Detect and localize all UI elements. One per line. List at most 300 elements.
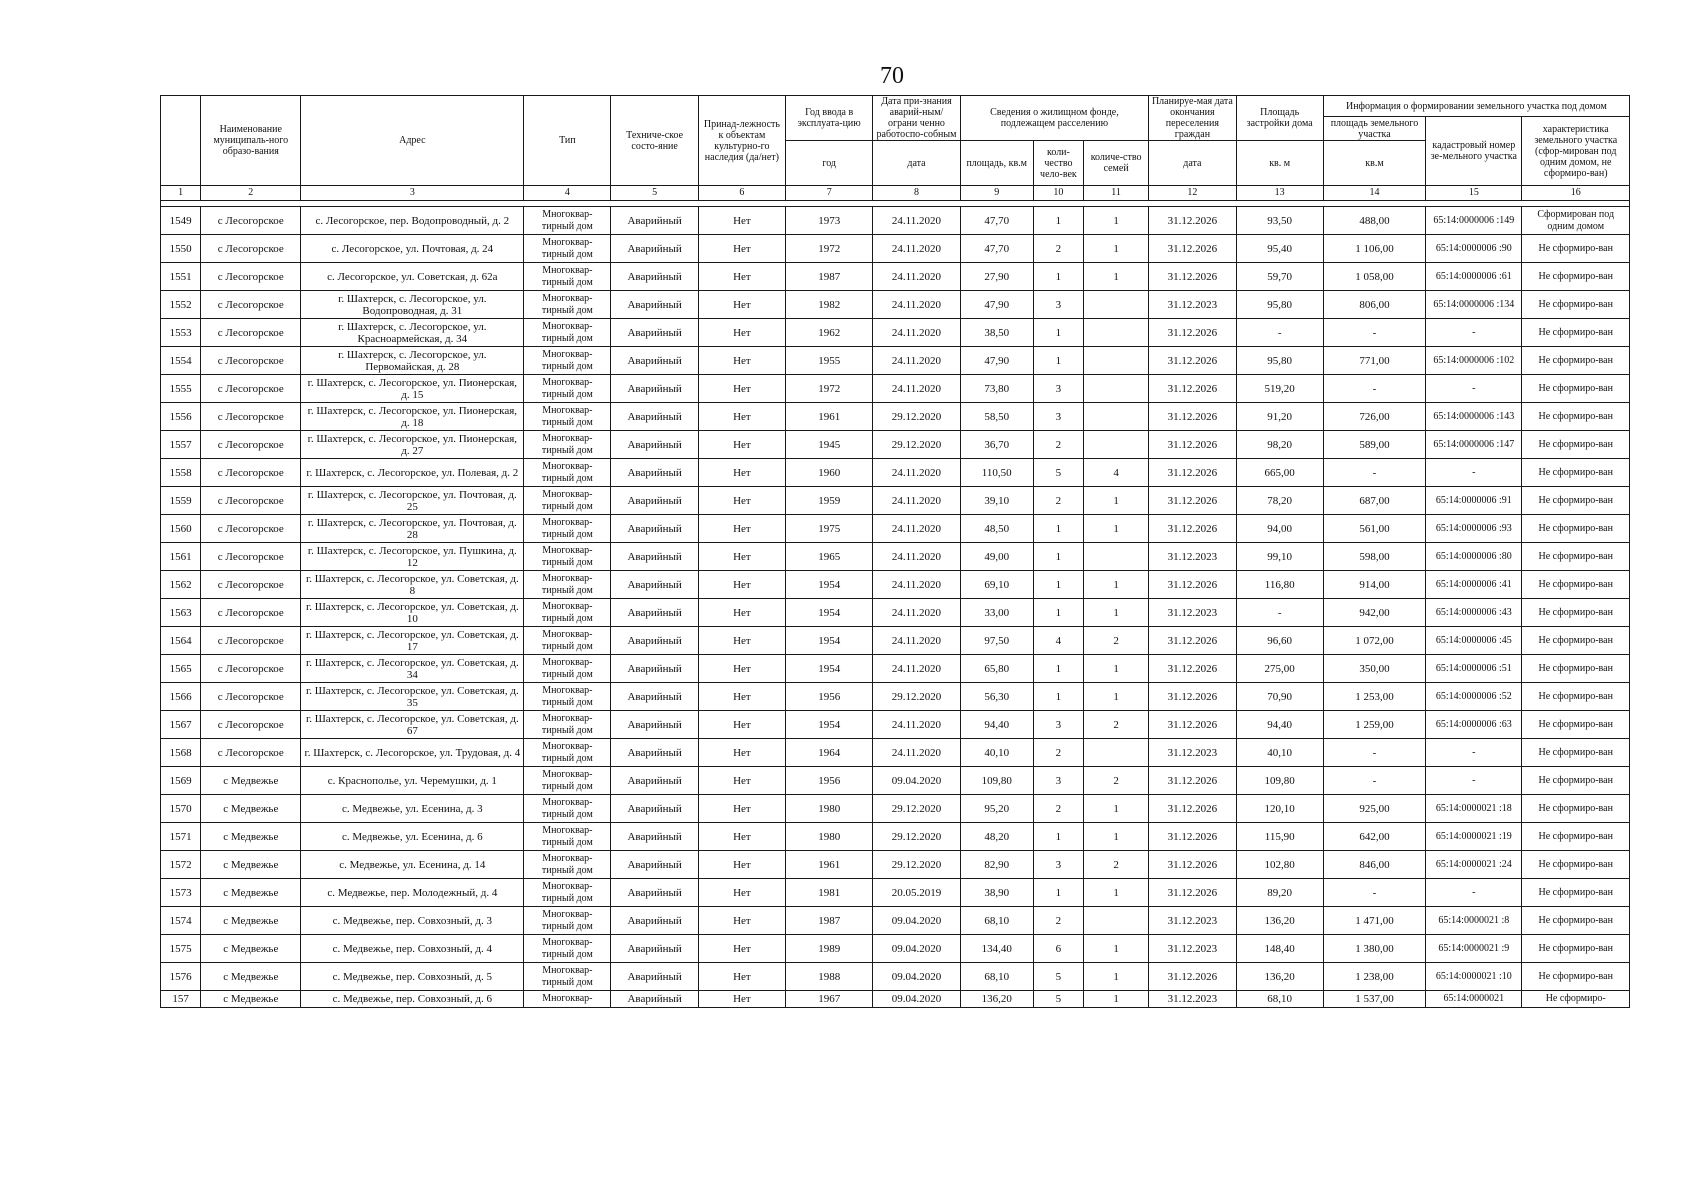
table-row (161, 375, 1630, 403)
table-row (161, 907, 1630, 935)
cell-commission-year: 1988 (786, 963, 873, 991)
cell-commission-year: 1975 (786, 515, 873, 543)
cell-heritage: Нет (698, 487, 785, 515)
cell-land-area: 1 106,00 (1323, 235, 1425, 263)
cell-family-count: 1 (1084, 235, 1149, 263)
table-body (161, 207, 1630, 1008)
cell-condition: Аварийный (611, 963, 698, 991)
cell-index: 1551 (161, 263, 201, 291)
cell-cadastral-number: 65:14:0000006 :143 (1426, 403, 1522, 431)
cell-emergency-date: 20.05.2019 (873, 879, 960, 907)
cell-condition: Аварийный (611, 571, 698, 599)
cell-land-status: Не сформиро-ван (1522, 235, 1630, 263)
cell-emergency-date: 09.04.2020 (873, 935, 960, 963)
cell-emergency-date: 24.11.2020 (873, 739, 960, 767)
cell-index: 1557 (161, 431, 201, 459)
cell-living-area: 33,00 (960, 599, 1033, 627)
cell-living-area: 109,80 (960, 767, 1033, 795)
cell-people-count: 2 (1033, 795, 1083, 823)
cell-people-count: 1 (1033, 263, 1083, 291)
cell-people-count: 1 (1033, 655, 1083, 683)
table-row (161, 431, 1630, 459)
cell-building-area: 78,20 (1236, 487, 1323, 515)
cell-index: 1575 (161, 935, 201, 963)
cell-planned-date: 31.12.2026 (1149, 627, 1236, 655)
table-row (161, 543, 1630, 571)
cell-planned-date: 31.12.2026 (1149, 571, 1236, 599)
cell-municipality: с Лесогорское (201, 263, 301, 291)
cell-land-area: 1 058,00 (1323, 263, 1425, 291)
cell-people-count: 2 (1033, 739, 1083, 767)
cell-land-area: 771,00 (1323, 347, 1425, 375)
cell-address: с. Лесогорское, пер. Водопроводный, д. 2 (301, 207, 524, 235)
cell-address: с. Медвежье, ул. Есенина, д. 3 (301, 795, 524, 823)
cell-people-count: 3 (1033, 767, 1083, 795)
cell-land-area: 1 072,00 (1323, 627, 1425, 655)
cell-municipality: с Медвежье (201, 991, 301, 1008)
header-unit-year: год (786, 141, 873, 186)
column-number-cell: 3 (301, 186, 524, 201)
cell-cadastral-number: 65:14:0000006 :45 (1426, 627, 1522, 655)
column-number-cell: 13 (1236, 186, 1323, 201)
cell-address: г. Шахтерск, с. Лесогорское, ул. Советская, д. 17 (301, 627, 524, 655)
table-row (161, 683, 1630, 711)
cell-condition: Аварийный (611, 823, 698, 851)
cell-cadastral-number: - (1426, 319, 1522, 347)
cell-municipality: с Лесогорское (201, 459, 301, 487)
cell-emergency-date: 24.11.2020 (873, 291, 960, 319)
cell-condition: Аварийный (611, 207, 698, 235)
cell-index: 1562 (161, 571, 201, 599)
cell-living-area: 56,30 (960, 683, 1033, 711)
cell-emergency-date: 24.11.2020 (873, 263, 960, 291)
cell-heritage: Нет (698, 627, 785, 655)
cell-planned-date: 31.12.2023 (1149, 991, 1236, 1008)
cell-land-status: Не сформиро-ван (1522, 767, 1630, 795)
cell-family-count: 1 (1084, 599, 1149, 627)
cell-municipality: с Медвежье (201, 767, 301, 795)
cell-land-status: Не сформиро-ван (1522, 319, 1630, 347)
cell-cadastral-number: - (1426, 375, 1522, 403)
cell-type: Многоквар-тирный дом (524, 291, 611, 319)
cell-address: с. Медвежье, ул. Есенина, д. 14 (301, 851, 524, 879)
cell-condition: Аварийный (611, 403, 698, 431)
cell-condition: Аварийный (611, 599, 698, 627)
cell-land-status: Не сформиро-ван (1522, 403, 1630, 431)
cell-family-count (1084, 403, 1149, 431)
cell-type: Многоквар-тирный дом (524, 599, 611, 627)
cell-municipality: с Лесогорское (201, 431, 301, 459)
cell-emergency-date: 29.12.2020 (873, 683, 960, 711)
cell-family-count: 2 (1084, 767, 1149, 795)
cell-index: 1571 (161, 823, 201, 851)
cell-land-area: 1 259,00 (1323, 711, 1425, 739)
cell-planned-date: 31.12.2026 (1149, 711, 1236, 739)
cell-index: 1556 (161, 403, 201, 431)
cell-address: с. Лесогорское, ул. Советская, д. 62а (301, 263, 524, 291)
cell-people-count: 1 (1033, 515, 1083, 543)
column-number-cell: 4 (524, 186, 611, 201)
cell-planned-date: 31.12.2026 (1149, 403, 1236, 431)
table-row (161, 347, 1630, 375)
cell-land-area: - (1323, 319, 1425, 347)
cell-emergency-date: 24.11.2020 (873, 207, 960, 235)
table-row (161, 291, 1630, 319)
cell-condition: Аварийный (611, 739, 698, 767)
cell-index: 1573 (161, 879, 201, 907)
cell-emergency-date: 24.11.2020 (873, 319, 960, 347)
cell-heritage: Нет (698, 515, 785, 543)
cell-commission-year: 1955 (786, 347, 873, 375)
header-condition: Техниче-ское состо-яние (611, 96, 698, 186)
cell-type: Многоквар-тирный дом (524, 263, 611, 291)
cell-family-count: 1 (1084, 263, 1149, 291)
cell-address: с. Медвежье, ул. Есенина, д. 6 (301, 823, 524, 851)
cell-index: 1555 (161, 375, 201, 403)
cell-cadastral-number: 65:14:0000006 :149 (1426, 207, 1522, 235)
cell-index: 1559 (161, 487, 201, 515)
cell-living-area: 68,10 (960, 907, 1033, 935)
cell-cadastral-number: - (1426, 739, 1522, 767)
cell-heritage: Нет (698, 711, 785, 739)
cell-living-area: 95,20 (960, 795, 1033, 823)
cell-cadastral-number: 65:14:0000006 :41 (1426, 571, 1522, 599)
cell-cadastral-number: 65:14:0000021 :18 (1426, 795, 1522, 823)
cell-emergency-date: 24.11.2020 (873, 347, 960, 375)
cell-address: с. Лесогорское, ул. Почтовая, д. 24 (301, 235, 524, 263)
cell-type: Многоквар-тирный дом (524, 403, 611, 431)
cell-land-status: Не сформиро-ван (1522, 655, 1630, 683)
header-land-status: характеристика земельного участка (сфор-мирован под одним домом, не сформиро-ван) (1522, 117, 1630, 186)
cell-planned-date: 31.12.2023 (1149, 907, 1236, 935)
cell-building-area: 115,90 (1236, 823, 1323, 851)
column-number-cell: 10 (1033, 186, 1083, 201)
cell-type: Многоквар-тирный дом (524, 683, 611, 711)
cell-type: Многоквар-тирный дом (524, 543, 611, 571)
cell-cadastral-number: 65:14:0000006 :91 (1426, 487, 1522, 515)
cell-land-status: Не сформиро-ван (1522, 515, 1630, 543)
cell-living-area: 40,10 (960, 739, 1033, 767)
cell-land-area: 350,00 (1323, 655, 1425, 683)
cell-planned-date: 31.12.2023 (1149, 599, 1236, 627)
cell-living-area: 36,70 (960, 431, 1033, 459)
cell-condition: Аварийный (611, 375, 698, 403)
cell-land-area: 942,00 (1323, 599, 1425, 627)
cell-land-area: 1 380,00 (1323, 935, 1425, 963)
cell-emergency-date: 29.12.2020 (873, 823, 960, 851)
cell-address: г. Шахтерск, с. Лесогорское, ул. Почтовая, д. 25 (301, 487, 524, 515)
cell-land-status: Не сформиро-ван (1522, 459, 1630, 487)
cell-living-area: 39,10 (960, 487, 1033, 515)
cell-building-area: 116,80 (1236, 571, 1323, 599)
cell-heritage: Нет (698, 291, 785, 319)
cell-address: г. Шахтерск, с. Лесогорское, ул. Пушкина, д. 12 (301, 543, 524, 571)
cell-heritage: Нет (698, 207, 785, 235)
table-row (161, 403, 1630, 431)
table-row (161, 795, 1630, 823)
cell-commission-year: 1980 (786, 795, 873, 823)
cell-municipality: с Лесогорское (201, 655, 301, 683)
cell-type: Многоквар-тирный дом (524, 879, 611, 907)
column-number-cell: 5 (611, 186, 698, 201)
cell-land-status: Сформирован под одним домом (1522, 207, 1630, 235)
cell-people-count: 3 (1033, 375, 1083, 403)
column-number-cell: 6 (698, 186, 785, 201)
cell-living-area: 48,50 (960, 515, 1033, 543)
cell-heritage: Нет (698, 767, 785, 795)
cell-emergency-date: 09.04.2020 (873, 963, 960, 991)
cell-cadastral-number: 65:14:0000006 :51 (1426, 655, 1522, 683)
cell-living-area: 48,20 (960, 823, 1033, 851)
cell-land-area: 806,00 (1323, 291, 1425, 319)
cell-people-count: 5 (1033, 991, 1083, 1008)
cell-living-area: 68,10 (960, 963, 1033, 991)
cell-land-status: Не сформиро-ван (1522, 291, 1630, 319)
cell-type: Многоквар-тирный дом (524, 935, 611, 963)
cell-emergency-date: 24.11.2020 (873, 487, 960, 515)
cell-planned-date: 31.12.2026 (1149, 263, 1236, 291)
cell-address: г. Шахтерск, с. Лесогорское, ул. Советская, д. 8 (301, 571, 524, 599)
cell-cadastral-number: 65:14:0000021 :9 (1426, 935, 1522, 963)
cell-emergency-date: 09.04.2020 (873, 991, 960, 1008)
cell-type: Многоквар-тирный дом (524, 739, 611, 767)
cell-people-count: 5 (1033, 963, 1083, 991)
cell-municipality: с Лесогорское (201, 711, 301, 739)
cell-type: Многоквар-тирный дом (524, 907, 611, 935)
cell-people-count: 3 (1033, 851, 1083, 879)
cell-family-count: 1 (1084, 571, 1149, 599)
cell-commission-year: 1962 (786, 319, 873, 347)
cell-planned-date: 31.12.2026 (1149, 375, 1236, 403)
cell-type: Многоквар-тирный дом (524, 375, 611, 403)
cell-family-count: 2 (1084, 851, 1149, 879)
cell-type: Многоквар-тирный дом (524, 823, 611, 851)
cell-cadastral-number: 65:14:0000006 :63 (1426, 711, 1522, 739)
cell-people-count: 3 (1033, 711, 1083, 739)
cell-heritage: Нет (698, 963, 785, 991)
cell-heritage: Нет (698, 459, 785, 487)
cell-family-count (1084, 907, 1149, 935)
cell-cadastral-number: - (1426, 767, 1522, 795)
cell-building-area: 91,20 (1236, 403, 1323, 431)
cell-municipality: с Лесогорское (201, 207, 301, 235)
cell-heritage: Нет (698, 403, 785, 431)
cell-land-status: Не сформиро-ван (1522, 739, 1630, 767)
cell-emergency-date: 24.11.2020 (873, 599, 960, 627)
cell-land-status: Не сформиро-ван (1522, 683, 1630, 711)
column-number-row (161, 186, 1630, 201)
cell-people-count: 2 (1033, 431, 1083, 459)
cell-municipality: с Лесогорское (201, 487, 301, 515)
cell-index: 1560 (161, 515, 201, 543)
cell-land-area: 1 238,00 (1323, 963, 1425, 991)
cell-type: Многоквар-тирный дом (524, 207, 611, 235)
cell-emergency-date: 09.04.2020 (873, 767, 960, 795)
cell-building-area: 70,90 (1236, 683, 1323, 711)
cell-family-count: 2 (1084, 627, 1149, 655)
cell-commission-year: 1967 (786, 991, 873, 1008)
cell-building-area: 148,40 (1236, 935, 1323, 963)
cell-type: Многоквар-тирный дом (524, 851, 611, 879)
cell-living-area: 82,90 (960, 851, 1033, 879)
cell-people-count: 2 (1033, 907, 1083, 935)
cell-commission-year: 1981 (786, 879, 873, 907)
cell-type: Многоквар-тирный дом (524, 571, 611, 599)
cell-land-area: 589,00 (1323, 431, 1425, 459)
cell-land-status: Не сформиро-ван (1522, 851, 1630, 879)
cell-heritage: Нет (698, 599, 785, 627)
header-index (161, 96, 201, 186)
table-row (161, 487, 1630, 515)
cell-condition: Аварийный (611, 319, 698, 347)
cell-index: 1568 (161, 739, 201, 767)
page-number: 70 (880, 63, 904, 89)
cell-building-area: - (1236, 599, 1323, 627)
cell-heritage: Нет (698, 683, 785, 711)
cell-municipality: с Медвежье (201, 907, 301, 935)
cell-land-area: 925,00 (1323, 795, 1425, 823)
header-type: Тип (524, 96, 611, 186)
cell-planned-date: 31.12.2026 (1149, 459, 1236, 487)
cell-condition: Аварийный (611, 655, 698, 683)
cell-index: 1566 (161, 683, 201, 711)
cell-land-area: - (1323, 767, 1425, 795)
cell-address: г. Шахтерск, с. Лесогорское, ул. Пионерская, д. 27 (301, 431, 524, 459)
cell-land-area: 1 537,00 (1323, 991, 1425, 1008)
cell-heritage: Нет (698, 907, 785, 935)
cell-planned-date: 31.12.2026 (1149, 795, 1236, 823)
table-row (161, 319, 1630, 347)
cell-land-status: Не сформиро-ван (1522, 879, 1630, 907)
header-land-info: Информация о формировании земельного участка под домом (1323, 96, 1629, 117)
cell-index: 1572 (161, 851, 201, 879)
cell-living-area: 136,20 (960, 991, 1033, 1008)
table-row (161, 711, 1630, 739)
cell-living-area: 38,50 (960, 319, 1033, 347)
cell-condition: Аварийный (611, 515, 698, 543)
table-row (161, 879, 1630, 907)
cell-planned-date: 31.12.2026 (1149, 823, 1236, 851)
cell-living-area: 58,50 (960, 403, 1033, 431)
cell-condition: Аварийный (611, 795, 698, 823)
cell-condition: Аварийный (611, 263, 698, 291)
cell-people-count: 1 (1033, 319, 1083, 347)
cell-building-area: 136,20 (1236, 907, 1323, 935)
cell-land-area: - (1323, 375, 1425, 403)
cell-condition: Аварийный (611, 935, 698, 963)
cell-building-area: 665,00 (1236, 459, 1323, 487)
cell-condition: Аварийный (611, 235, 698, 263)
cell-land-status: Не сформиро-ван (1522, 935, 1630, 963)
header-living-area: площадь, кв.м (960, 141, 1033, 186)
column-number-cell: 11 (1084, 186, 1149, 201)
cell-type: Многоквар-тирный дом (524, 963, 611, 991)
cell-address: г. Шахтерск, с. Лесогорское, ул. Советская, д. 35 (301, 683, 524, 711)
cell-heritage: Нет (698, 431, 785, 459)
cell-emergency-date: 24.11.2020 (873, 627, 960, 655)
cell-building-area: 89,20 (1236, 879, 1323, 907)
cell-index: 1565 (161, 655, 201, 683)
cell-emergency-date: 29.12.2020 (873, 851, 960, 879)
header-land-area: площадь земельного участка (1323, 117, 1425, 141)
cell-type: Многоквар-тирный дом (524, 347, 611, 375)
header-municipality: Наименование муниципаль-ного образо-вания (201, 96, 301, 186)
cell-index: 1558 (161, 459, 201, 487)
cell-emergency-date: 29.12.2020 (873, 795, 960, 823)
cell-emergency-date: 24.11.2020 (873, 375, 960, 403)
cell-commission-year: 1972 (786, 235, 873, 263)
cell-people-count: 6 (1033, 935, 1083, 963)
cell-people-count: 1 (1033, 347, 1083, 375)
cell-index: 1567 (161, 711, 201, 739)
cell-address: с. Медвежье, пер. Молодежный, д. 4 (301, 879, 524, 907)
cell-municipality: с Лесогорское (201, 515, 301, 543)
cell-family-count: 1 (1084, 935, 1149, 963)
cell-condition: Аварийный (611, 431, 698, 459)
cell-address: с. Медвежье, пер. Совхозный, д. 5 (301, 963, 524, 991)
cell-municipality: с Лесогорское (201, 291, 301, 319)
cell-living-area: 134,40 (960, 935, 1033, 963)
cell-type: Многоквар-тирный дом (524, 459, 611, 487)
cell-condition: Аварийный (611, 459, 698, 487)
cell-commission-year: 1989 (786, 935, 873, 963)
cell-type: Многоквар- (524, 991, 611, 1008)
column-number-cell: 16 (1522, 186, 1630, 201)
header-planned-date: Планируе-мая дата окончания переселения граждан (1149, 96, 1236, 141)
header-unit-date-2: дата (1149, 141, 1236, 186)
cell-cadastral-number: 65:14:0000006 :80 (1426, 543, 1522, 571)
cell-family-count: 1 (1084, 515, 1149, 543)
cell-cadastral-number: - (1426, 879, 1522, 907)
cell-family-count: 1 (1084, 823, 1149, 851)
cell-family-count: 1 (1084, 655, 1149, 683)
cell-address: г. Шахтерск, с. Лесогорское, ул. Пионерская, д. 15 (301, 375, 524, 403)
cell-commission-year: 1987 (786, 263, 873, 291)
cell-family-count: 1 (1084, 879, 1149, 907)
cell-index: 1561 (161, 543, 201, 571)
cell-heritage: Нет (698, 935, 785, 963)
cell-index: 157 (161, 991, 201, 1008)
cell-index: 1570 (161, 795, 201, 823)
cell-planned-date: 31.12.2026 (1149, 319, 1236, 347)
cell-condition: Аварийный (611, 851, 698, 879)
cell-emergency-date: 09.04.2020 (873, 907, 960, 935)
table-row (161, 627, 1630, 655)
cell-cadastral-number: 65:14:0000006 :52 (1426, 683, 1522, 711)
cell-building-area: 40,10 (1236, 739, 1323, 767)
cell-municipality: с Лесогорское (201, 543, 301, 571)
cell-family-count (1084, 319, 1149, 347)
table-row (161, 851, 1630, 879)
cell-index: 1550 (161, 235, 201, 263)
cell-condition: Аварийный (611, 879, 698, 907)
table-row (161, 235, 1630, 263)
cell-family-count: 4 (1084, 459, 1149, 487)
cell-cadastral-number: 65:14:0000021 (1426, 991, 1522, 1008)
cell-family-count (1084, 375, 1149, 403)
cell-people-count: 2 (1033, 487, 1083, 515)
cell-municipality: с Медвежье (201, 851, 301, 879)
table-row (161, 599, 1630, 627)
cell-heritage: Нет (698, 543, 785, 571)
cell-land-status: Не сформиро-ван (1522, 487, 1630, 515)
cell-commission-year: 1965 (786, 543, 873, 571)
cell-address: г. Шахтерск, с. Лесогорское, ул. Советская, д. 34 (301, 655, 524, 683)
cell-condition: Аварийный (611, 347, 698, 375)
cell-cadastral-number: 65:14:0000021 :8 (1426, 907, 1522, 935)
cell-condition: Аварийный (611, 543, 698, 571)
cell-commission-year: 1956 (786, 683, 873, 711)
